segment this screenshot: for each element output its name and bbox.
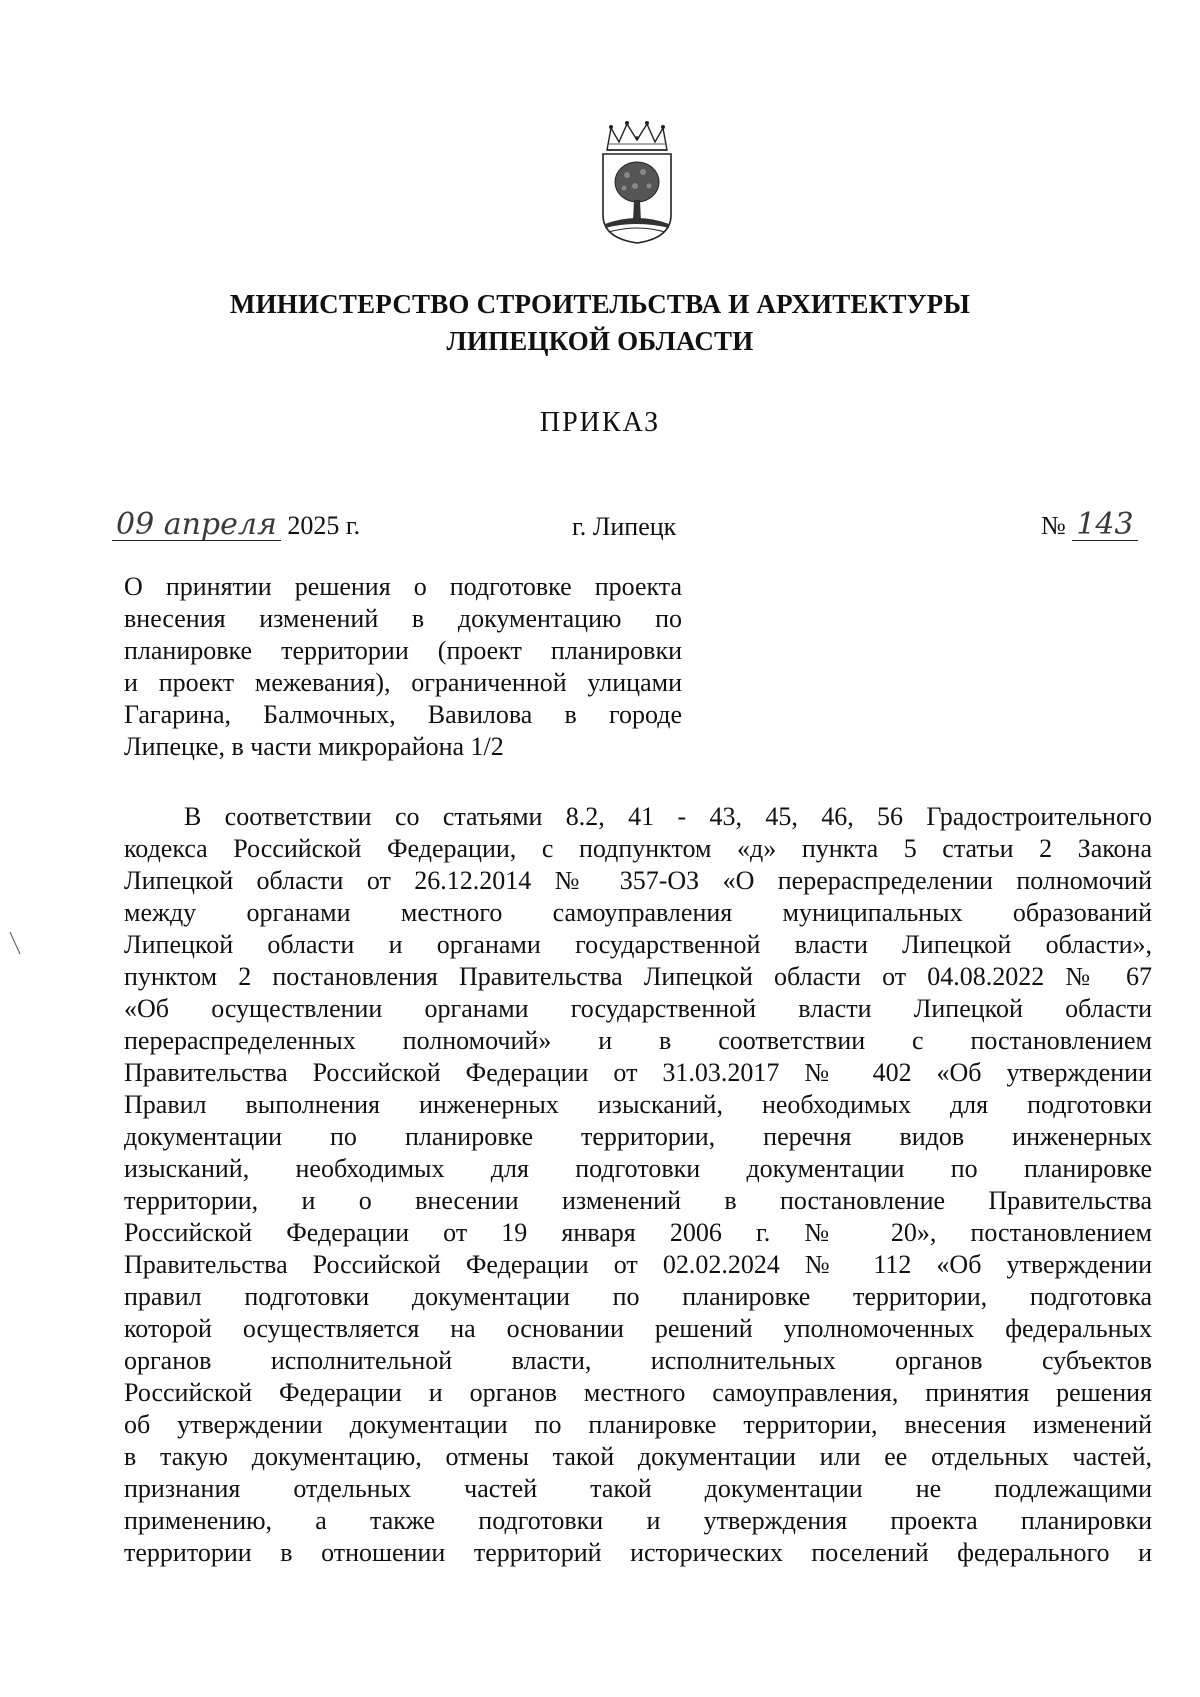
body-line: органов исполнительной власти, исполнительных органов субъектов [124,1346,1152,1375]
body-line: применению, а также подготовки и утверждения проекта планировки [124,1506,1152,1535]
body-line: территории в отношении территорий исторических поселений федерального и [124,1538,1152,1567]
body-line: изысканий, необходимых для подготовки документации по планировке [124,1154,1152,1183]
margin-stroke-mark [8,930,22,956]
subject-line: и проект межевания), ограниченной улицами [124,668,682,697]
body-line: кодекса Российской Федерации, с подпунктом «д» пункта 5 статьи 2 Закона [124,834,1152,863]
document-number [1041,507,1138,542]
subject-line: О принятии решения о подготовке проекта [124,572,682,601]
organization-title-line-1: МИНИСТЕРСТВО СТРОИТЕЛЬСТВА И АРХИТЕКТУРЫ [229,289,971,319]
body-line: правил подготовки документации по планировке территории, подготовка [124,1282,1152,1311]
document-body [124,801,1152,1569]
body-line: перераспределенных полномочий» и в соответствии с постановлением [124,1026,1152,1055]
handwritten-date: 09 апреля [112,510,281,541]
subject-line: внесения изменений в документацию по [124,604,682,633]
subject-line: Гагарина, Балмочных, Вавилова в городе [124,700,682,729]
number-label: № [1041,511,1066,540]
coat-of-arms-emblem [597,120,677,245]
body-line: Правительства Российской Федерации от 02.02.2024 № 112 «Об утверждении [124,1250,1152,1279]
document-date [112,507,361,542]
body-line: между органами местного самоуправления муниципальных образований [124,898,1152,927]
body-line: Липецкой области и органами государственной власти Липецкой области», [124,930,1152,959]
body-line: пунктом 2 постановления Правительства Липецкой области от 04.08.2022 № 67 [124,962,1152,991]
document-year: 2025 г. [287,511,361,540]
body-line: Правил выполнения инженерных изысканий, необходимых для подготовки [124,1090,1152,1119]
handwritten-number: 143 [1072,510,1137,541]
body-line: в такую документацию, отмены такой документации или ее отдельных частей, [124,1442,1152,1471]
document-subject [124,571,682,763]
subject-line: планировке территории (проект планировки [124,636,682,665]
subject-line: Липецке, в части микрорайона 1/2 [124,732,504,761]
body-line: об утверждении документации по планировке территории, внесения изменений [124,1410,1152,1439]
organization-title-line-2: ЛИПЕЦКОЙ ОБЛАСТИ [446,326,754,356]
body-line: территории, и о внесении изменений в постановление Правительства [124,1186,1152,1215]
organization-title [0,286,1200,360]
body-line: которой осуществляется на основании решений уполномоченных федеральных [124,1314,1152,1343]
body-line: документации по планировке территории, перечня видов инженерных [124,1122,1152,1151]
document-type: ПРИКАЗ [539,407,661,438]
document-city: г. Липецк [572,512,677,541]
body-line: В соответствии со статьями 8.2, 41 - 43, 45, 46, 56 Градостроительного [184,802,1152,831]
body-line: Правительства Российской Федерации от 31.03.2017 № 402 «Об утверждении [124,1058,1152,1087]
body-line: Российской Федерации и органов местного самоуправления, принятия решения [124,1378,1152,1407]
body-line: Российской Федерации от 19 января 2006 г. № 20», постановлением [124,1218,1152,1247]
body-line: признания отдельных частей такой документации не подлежащими [124,1474,1152,1503]
body-line: Липецкой области от 26.12.2014 № 357-ОЗ «О перераспределении полномочий [124,866,1152,895]
body-line: «Об осуществлении органами государственной власти Липецкой области [124,994,1152,1023]
